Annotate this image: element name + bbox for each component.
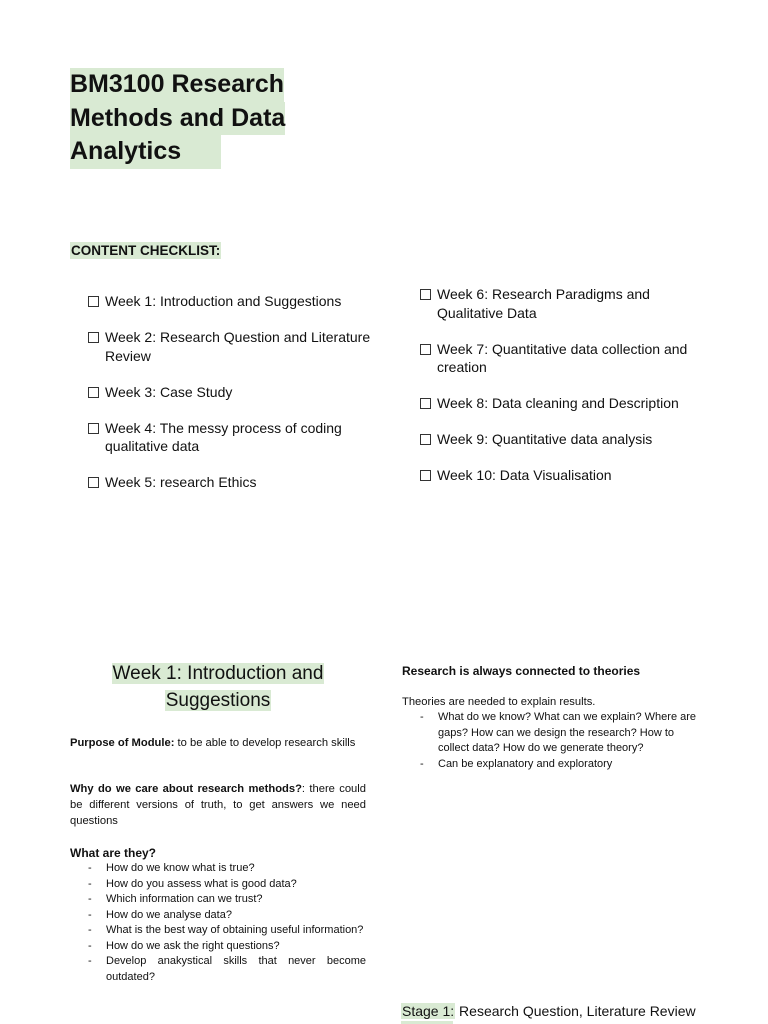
checklist-heading: CONTENT CHECKLIST: [71,243,221,258]
list-item-text: Which information can we trust? [106,893,263,905]
stage1-text: Research Question, Literature Review [455,1003,696,1019]
checklist-left-column [88,292,378,509]
checklist-item-week-1[interactable] [88,292,378,311]
theories-intro: Theories are needed to explain results. [402,696,596,708]
list-item: - Develop anakystical skills that never become outdated? [88,954,366,985]
checklist-item-label: Week 9: Quantitative data analysis [437,431,653,447]
checklist-item-week-8[interactable] [420,394,700,413]
list-item: - How do you assess what is good data? [88,877,366,893]
checklist-item-label: Week 2: Research Question and Literature Review [105,329,371,364]
checklist-item-label: Week 8: Data cleaning and Description [437,395,679,411]
checklist-item-label: Week 10: Data Visualisation [437,467,612,483]
title-line: BM3100 Research [70,68,284,102]
checkbox-icon[interactable] [420,344,431,355]
list-item: - Which information can we trust? [88,892,366,908]
list-item-text: Develop anakystical skills that never become outdated? [106,955,366,983]
week1-heading-line: Week 1: Introduction and [112,663,324,684]
purpose-paragraph [70,735,366,751]
checkbox-icon[interactable] [88,477,99,488]
checklist-item-week-10[interactable] [420,466,700,485]
what-are-they-heading: What are they? [70,846,157,860]
stage1-heading [401,1002,696,1020]
why-label: Why do we care about research methods? [70,783,302,795]
list-item-text: Can be explanatory and exploratory [438,757,613,770]
checkbox-icon[interactable] [88,332,99,343]
checklist-item-label: Week 5: research Ethics [105,474,257,490]
questions-list [88,861,366,985]
purpose-text: to be able to develop research skills [174,737,356,749]
week1-section-heading [90,661,346,714]
stage1-label: Stage 1: [402,1003,455,1019]
checkbox-icon[interactable] [88,423,99,434]
checkbox-icon[interactable] [420,470,431,481]
list-item-text: How do we ask the right questions? [106,939,280,952]
list-item: - What do we know? What can we explain? Where are gaps? How can we design the research? How to collect data? How do we generate theory? [420,710,702,757]
checklist-item-label: Week 3: Case Study [105,383,233,400]
checklist-item-label: Week 1: Introduction and Suggestions [105,293,342,309]
checkbox-icon[interactable] [88,296,99,307]
theories-list [420,710,702,772]
list-item-text: What is the best way of obtaining useful information? [106,924,364,936]
list-item-text: How do we analyse data? [106,908,232,921]
checklist-item-label: Week 6: Research Paradigms and Qualitative Data [437,286,650,321]
why-text: : there could be different versions of truth, to get answers we need questions [70,783,366,827]
checklist-item-week-4[interactable] [88,419,378,456]
purpose-label: Purpose of Module: [70,737,175,749]
checklist-item-week-5[interactable] [88,473,378,492]
checklist-item-week-9[interactable] [420,430,700,449]
list-item-text: What do we know? What can we explain? Where are gaps? How can we design the research? How to collect data? How do we generate theory? [438,711,697,754]
list-item: - How do we ask the right questions? [88,939,366,955]
title-line: Methods and Data [70,102,285,136]
title-line: Analytics [70,135,221,169]
list-item: - How do we analyse data? [88,908,366,924]
document-title [70,68,310,169]
checklist-item-week-6[interactable] [420,285,700,322]
checklist-item-label: Week 4: The messy process of coding qualitative data [105,419,342,454]
checklist-item-label: Week 7: Quantitative data collection and creation [437,340,688,375]
week1-heading-line: Suggestions [165,689,271,711]
checklist-item-week-3[interactable] [88,383,378,402]
checkbox-icon[interactable] [420,289,431,300]
checklist-item-week-7[interactable] [420,340,700,377]
list-item-text: How do you assess what is good data? [106,877,297,890]
checklist-item-week-2[interactable] [88,328,378,365]
why-paragraph [70,781,366,829]
list-item: - How do we know what is true? [88,861,366,877]
checkbox-icon[interactable] [420,398,431,409]
checkbox-icon[interactable] [420,434,431,445]
list-item-text: How do we know what is true? [106,862,255,874]
checkbox-icon[interactable] [88,387,99,398]
theories-heading: Research is always connected to theories [402,664,641,678]
checklist-right-column [420,285,700,502]
list-item: - Can be explanatory and exploratory [420,757,702,773]
list-item: - What is the best way of obtaining useful information? [88,923,366,939]
